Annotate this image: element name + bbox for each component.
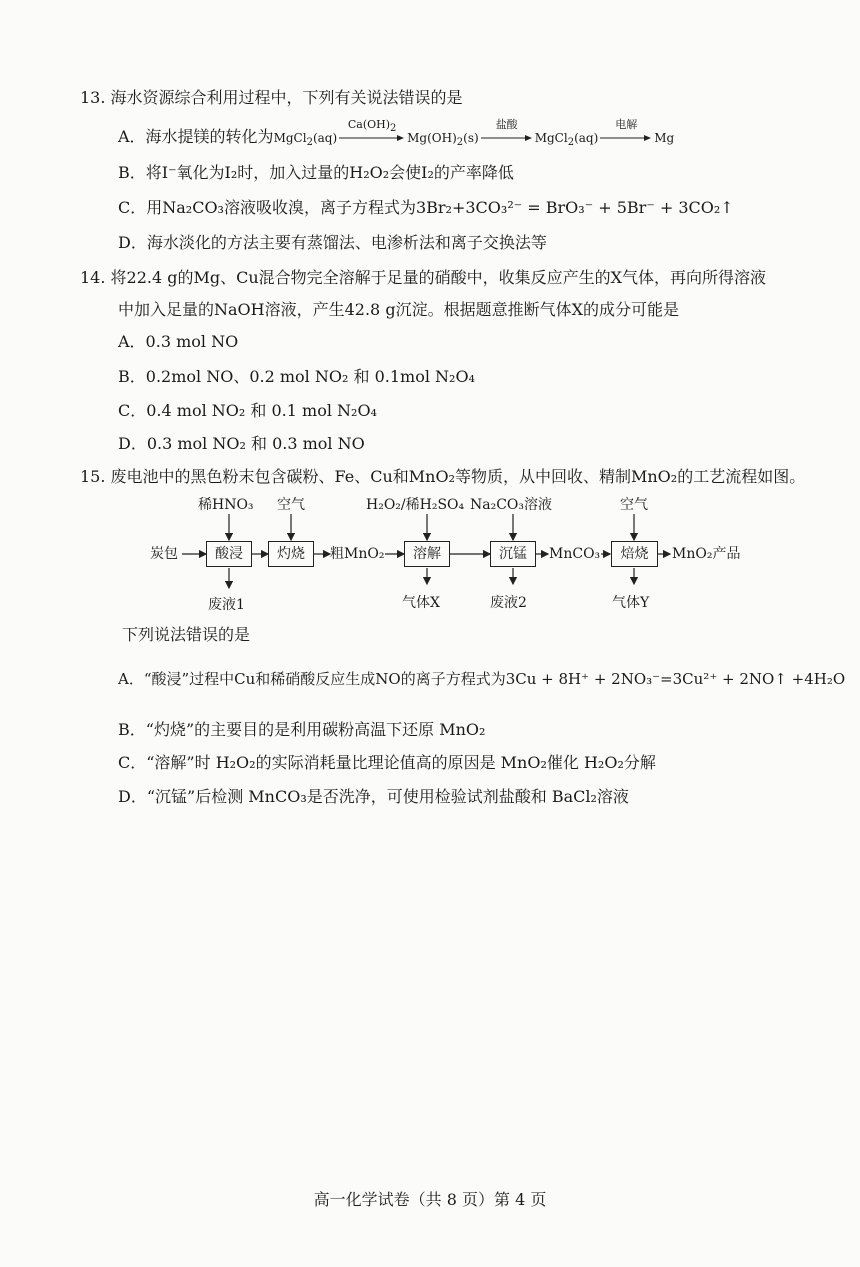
flow-step-roast: 焙烧 <box>611 541 658 567</box>
flow-step-acid-leach: 酸浸 <box>206 541 252 567</box>
species-mgcl2: MgCl <box>273 131 307 145</box>
q15-ask: 下列说法错误的是 <box>122 625 251 644</box>
flow-reagent-air-2: 空气 <box>620 497 648 513</box>
q15-option-a: A．“酸浸”过程中Cu和稀硝酸反应生成NO的离子方程式为3Cu + 8H⁺ + 2NO₃⁻=3Cu²⁺ + 2NO↑ +4H₂O <box>118 670 846 688</box>
q14-stem-line1: 14. 将22.4 g的Mg、Cu混合物完全溶解于足量的硝酸中，收集反应产生的X气体，再向所得溶液 <box>80 268 767 287</box>
flow-step-dissolve: 溶解 <box>404 541 450 567</box>
species-mgcl2-b: MgCl <box>534 131 568 145</box>
flow-start: 炭包 <box>150 546 178 562</box>
q14-option-c: C．0.4 mol NO₂ 和 0.1 mol N₂O₄ <box>118 401 377 420</box>
species-mgoh2: Mg(OH) <box>407 131 457 145</box>
q15-option-c: C．“溶解”时 H₂O₂的实际消耗量比理论值高的原因是 MnO₂催化 H₂O₂分解 <box>118 753 656 772</box>
flow-product: MnO₂产品 <box>672 546 741 562</box>
q15-option-b: B．“灼烧”的主要目的是利用碳粉高温下还原 MnO₂ <box>118 720 486 739</box>
page-footer: 高一化学试卷（共 8 页）第 4 页 <box>313 1190 547 1209</box>
flow-reagent-na2co3: Na₂CO₃溶液 <box>470 497 553 513</box>
q13-option-b: B．将I⁻氧化为I₂时，加入过量的H₂O₂会使I₂的产率降低 <box>118 163 514 182</box>
flow-gas-x: 气体X <box>402 595 440 611</box>
q14-stem-line2: 中加入足量的NaOH溶液，产生42.8 g沉淀。根据题意推断气体X的成分可能是 <box>118 300 679 319</box>
reaction-arrow-3: 电解 <box>600 126 652 148</box>
q13-a-prefix: A．海水提镁的转化为 <box>118 127 274 146</box>
reaction-arrow-1: $Ca(OH)_2$ <box>339 126 405 148</box>
flow-reagent-h2o2: H₂O₂/稀H₂SO₄ <box>366 497 465 513</box>
q13-option-d: D．海水淡化的方法主要有蒸馏法、电渗析法和离子交换法等 <box>118 233 547 252</box>
species-mg: Mg <box>654 131 675 145</box>
q13-stem: 13. 海水资源综合利用过程中，下列有关说法错误的是 <box>80 88 463 107</box>
reaction-arrow-2: 盐酸 <box>481 126 533 148</box>
q13-option-a: A．海水提镁的转化为MgCl$_2$(aq) $Ca(OH)_2$ $Mg(OH)_2(s)$ 盐酸 MgCl$_2$(aq) 电解 Mg <box>118 118 675 148</box>
flow-step-burn: 灼烧 <box>268 541 314 567</box>
flow-mnco3: MnCO₃ <box>549 546 601 562</box>
flow-waste-liquid-2: 废液2 <box>490 595 527 611</box>
q14-option-b: B．0.2mol NO、0.2 mol NO₂ 和 0.1mol N₂O₄ <box>118 367 475 386</box>
flow-reagent-hno3: 稀HNO₃ <box>198 497 254 513</box>
q15-stem: 15. 废电池中的黑色粉末包含碳粉、Fe、Cu和MnO₂等物质，从中回收、精制MnO₂的工艺流程如图。 <box>80 467 806 486</box>
flow-waste-liquid-1: 废液1 <box>208 597 245 613</box>
flow-crude-mno2: 粗MnO₂ <box>330 546 385 562</box>
q13-option-c: C．用Na₂CO₃溶液吸收溴，离子方程式为3Br₂+3CO₃²⁻ = BrO₃⁻ + 5Br⁻ + 3CO₂↑ <box>118 198 734 217</box>
q14-option-a: A．0.3 mol NO <box>118 332 239 351</box>
flow-gas-y: 气体Y <box>612 595 650 611</box>
flow-step-precipitate-mn: 沉锰 <box>490 541 536 567</box>
flow-reagent-air-1: 空气 <box>277 497 305 513</box>
q14-option-d: D．0.3 mol NO₂ 和 0.3 mol NO <box>118 434 365 453</box>
q15-option-d: D．“沉锰”后检测 MnCO₃是否洗净，可使用检验试剂盐酸和 BaCl₂溶液 <box>118 787 629 806</box>
